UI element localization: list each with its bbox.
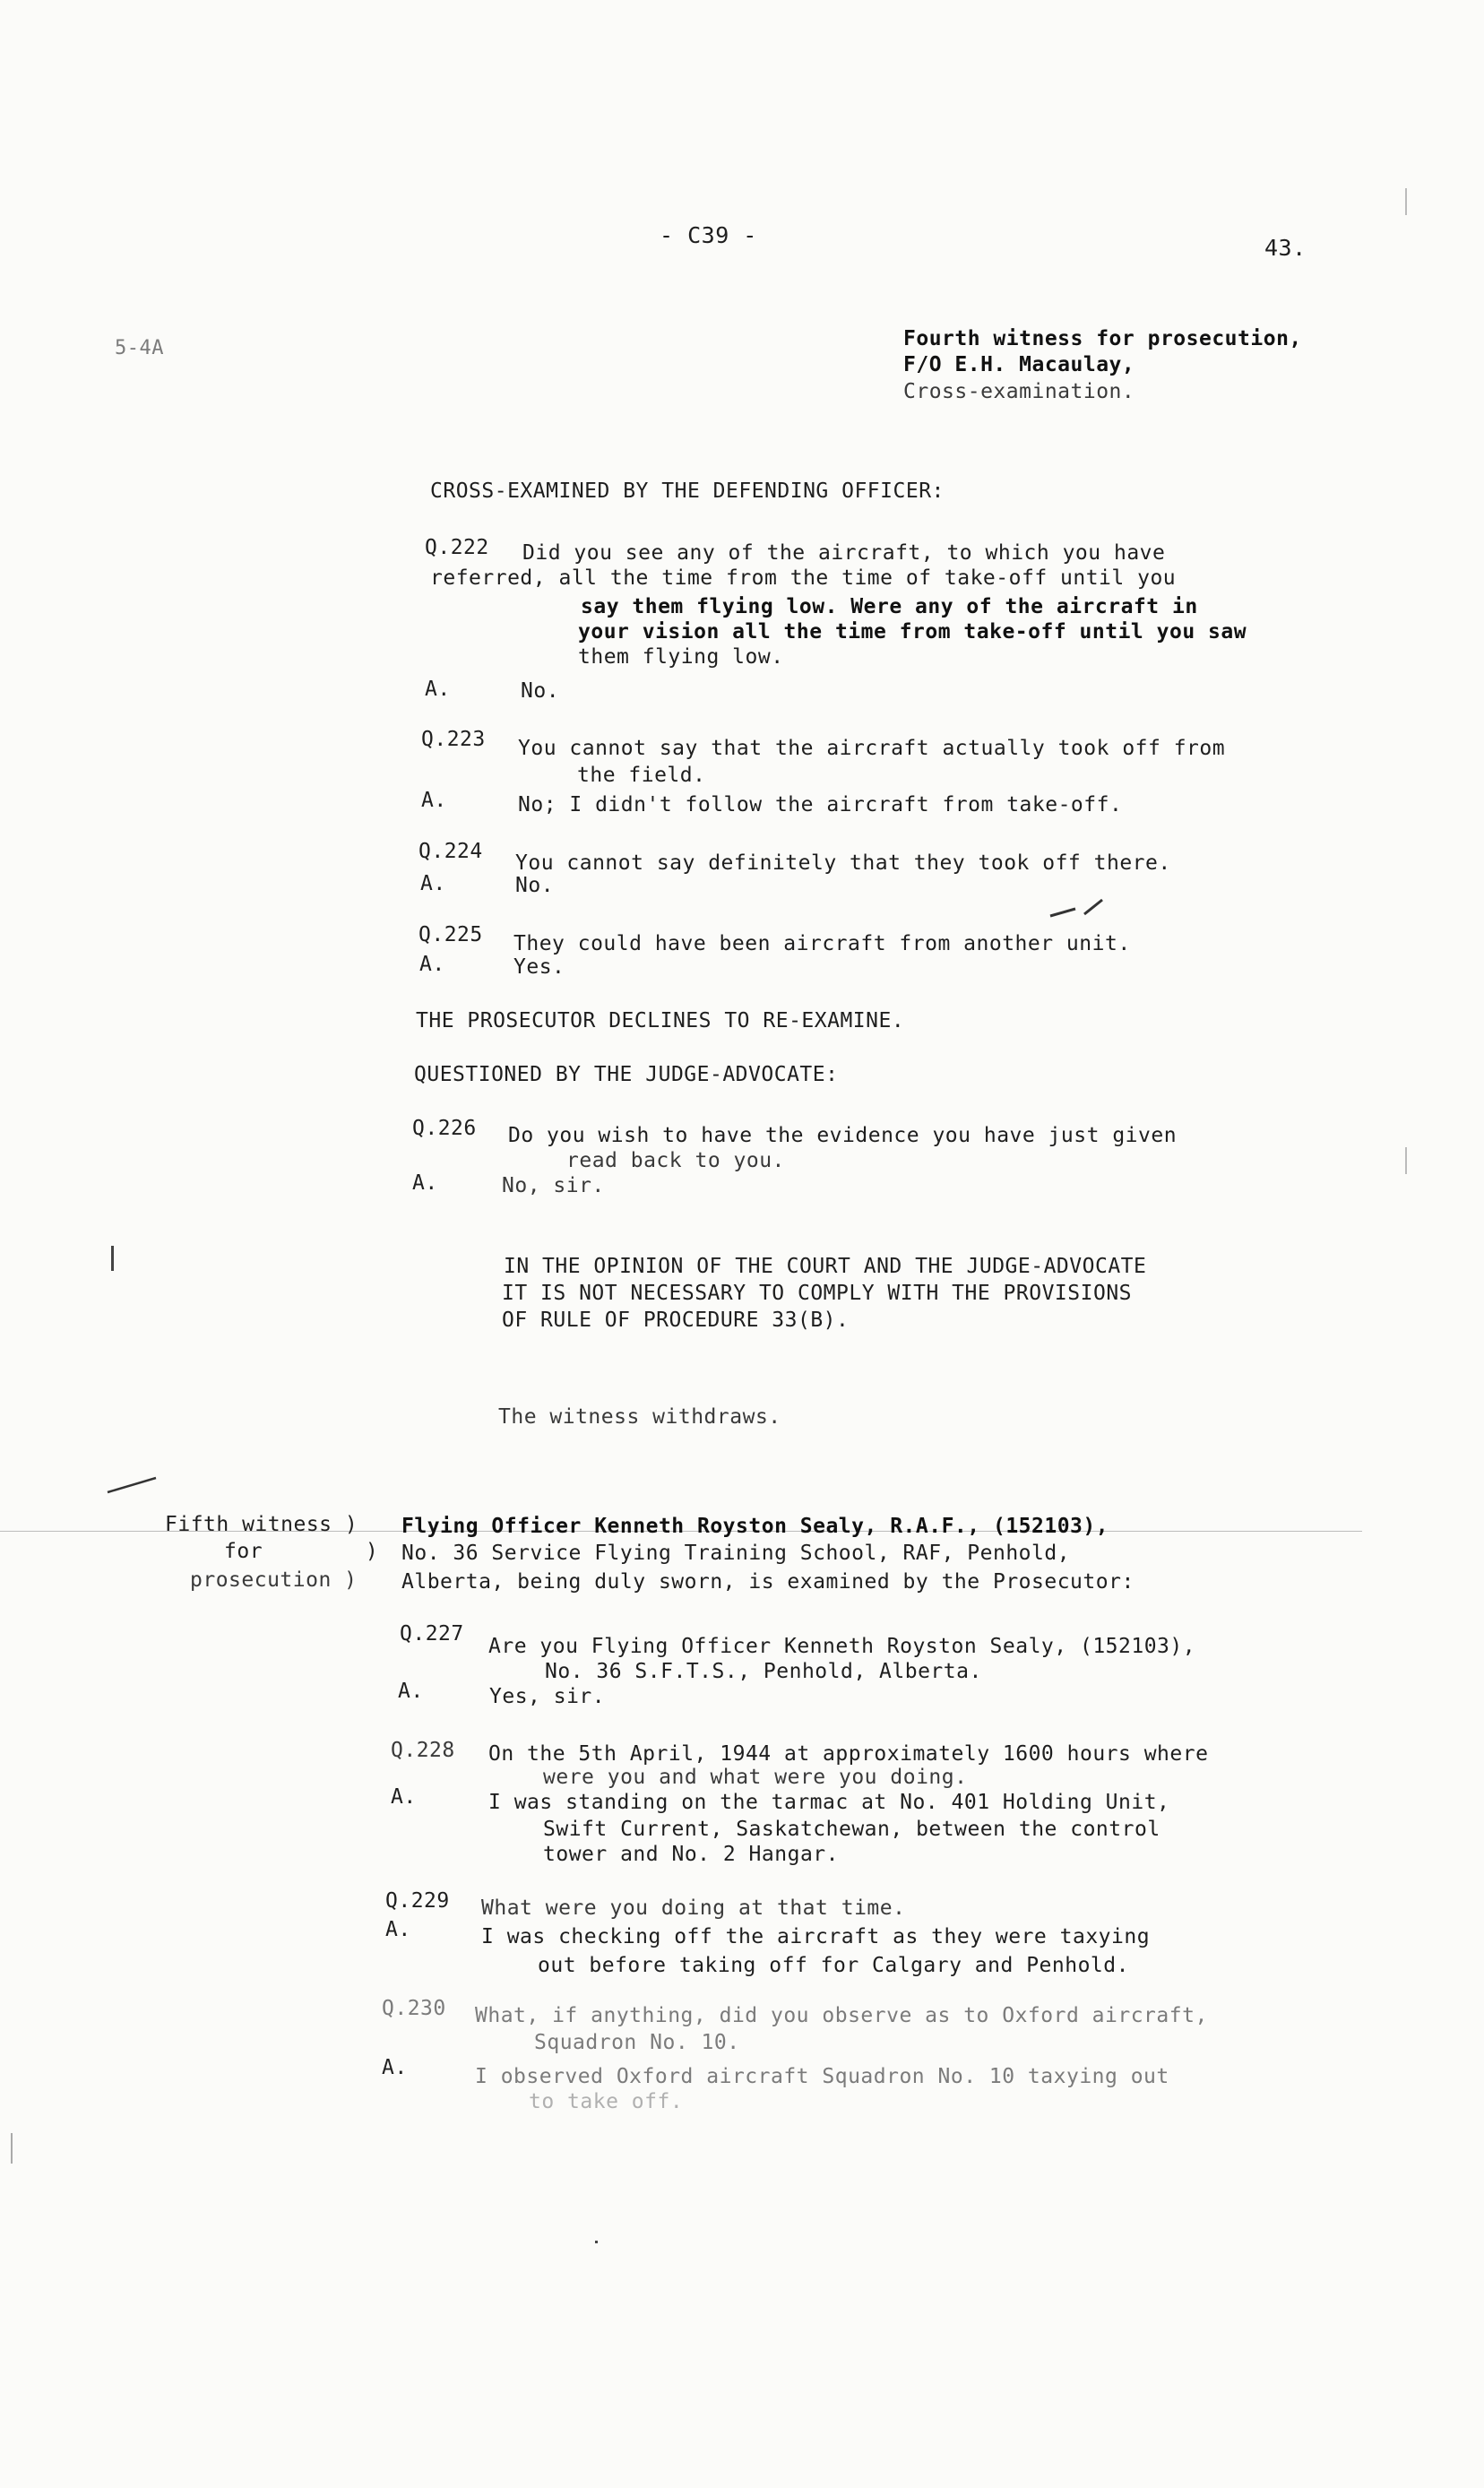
answer-label: A.	[412, 1171, 438, 1195]
fifth-label-line: prosecution )	[190, 1568, 358, 1592]
margin-mark	[11, 2133, 13, 2164]
opinion-line: IT IS NOT NECESSARY TO COMPLY WITH THE PROVISIONS	[502, 1282, 1133, 1305]
pencil-mark	[1048, 896, 1111, 923]
answer-text: I was checking off the aircraft as they were taxying	[481, 1925, 1151, 1948]
question-line: You cannot say that the aircraft actually took off from	[518, 737, 1226, 760]
prosecutor-declines: THE PROSECUTOR DECLINES TO RE-EXAMINE.	[416, 1009, 905, 1032]
margin-mark	[1405, 1147, 1407, 1174]
pencil-mark	[106, 1474, 160, 1496]
question-line: say them flying low. Were any of the aircraft in	[581, 595, 1198, 618]
question-number: Q.228	[391, 1739, 455, 1762]
answer-text: out before taking off for Calgary and Penhold.	[538, 1954, 1129, 1977]
question-line: them flying low.	[578, 645, 784, 669]
heading-cross-examined: CROSS-EXAMINED BY THE DEFENDING OFFICER:	[430, 479, 945, 503]
question-line: You cannot say definitely that they took off there.	[515, 851, 1171, 875]
page-code: - C39 -	[660, 222, 757, 248]
question-line: read back to you.	[566, 1149, 785, 1172]
answer-label: A.	[419, 953, 445, 976]
question-line: No. 36 S.F.T.S., Penhold, Alberta.	[545, 1660, 982, 1683]
intro-line: No. 36 Service Flying Training School, RAF, Penhold,	[401, 1542, 1071, 1565]
question-line: What, if anything, did you observe as to Oxford aircraft,	[475, 2004, 1208, 2027]
witness-line-3: Cross-examination.	[903, 380, 1135, 403]
question-line: Squadron No. 10.	[534, 2031, 740, 2054]
question-line: What were you doing at that time.	[481, 1896, 906, 1920]
answer-label: A.	[421, 789, 447, 812]
witness-withdraws: The witness withdraws.	[498, 1405, 781, 1429]
answer-label: A.	[398, 1680, 424, 1703]
question-number: Q.222	[425, 536, 489, 559]
answer-label: A.	[425, 678, 451, 701]
intro-line: Alberta, being duly sworn, is examined by the Prosecutor:	[401, 1570, 1135, 1594]
intro-line: Flying Officer Kenneth Royston Sealy, R.A.F., (152103),	[401, 1515, 1109, 1538]
witness-line-2: F/O E.H. Macaulay,	[903, 353, 1135, 376]
answer-text: to take off.	[529, 2090, 684, 2113]
answer-label: A.	[391, 1785, 417, 1809]
question-line: the field.	[577, 764, 706, 787]
question-line: Did you see any of the aircraft, to which you have	[522, 541, 1166, 565]
question-number: Q.227	[400, 1622, 464, 1646]
answer-text: I observed Oxford aircraft Squadron No. 10 taxying out	[475, 2065, 1169, 2088]
question-line: On the 5th April, 1944 at approximately 1600 hours where	[488, 1742, 1209, 1766]
question-line: were you and what were you doing.	[543, 1766, 968, 1789]
answer-text: No; I didn't follow the aircraft from take-off.	[518, 793, 1123, 816]
margin-reference: 5-4A	[115, 337, 164, 359]
margin-mark	[111, 1246, 114, 1271]
answer-label: A.	[385, 1918, 411, 1941]
opinion-line: IN THE OPINION OF THE COURT AND THE JUDGE-ADVOCATE	[504, 1255, 1147, 1278]
answer-text: No, sir.	[502, 1174, 605, 1197]
question-number: Q.230	[382, 1997, 446, 2020]
answer-label: A.	[420, 872, 446, 895]
question-line: your vision all the time from take-off until you saw	[578, 620, 1247, 644]
answer-label: A.	[382, 2056, 408, 2079]
question-number: Q.223	[421, 728, 486, 751]
answer-text: I was standing on the tarmac at No. 401 Holding Unit,	[488, 1791, 1170, 1814]
question-line: referred, all the time from the time of take-off until you	[430, 566, 1177, 590]
heading-questioned: QUESTIONED BY THE JUDGE-ADVOCATE:	[414, 1063, 839, 1086]
question-number: Q.226	[412, 1117, 477, 1140]
answer-text: No.	[521, 679, 560, 703]
answer-text: Yes.	[513, 955, 565, 979]
answer-text: Yes, sir.	[489, 1685, 606, 1708]
fifth-label-line: Fifth witness )	[165, 1513, 358, 1536]
answer-text: tower and No. 2 Hangar.	[543, 1843, 839, 1866]
question-number: Q.224	[418, 840, 483, 863]
question-line: Are you Flying Officer Kenneth Royston Sealy, (152103),	[488, 1635, 1196, 1658]
question-number: Q.225	[418, 923, 483, 946]
question-line: They could have been aircraft from another unit.	[513, 932, 1131, 955]
question-line: Do you wish to have the evidence you have just given	[508, 1124, 1178, 1147]
margin-mark	[1405, 188, 1407, 215]
question-number: Q.229	[385, 1889, 450, 1913]
witness-line-1: Fourth witness for prosecution,	[903, 327, 1302, 350]
answer-text: No.	[515, 874, 555, 897]
page-number: 43.	[1264, 235, 1307, 261]
opinion-line: OF RULE OF PROCEDURE 33(B).	[502, 1309, 850, 1332]
answer-text: Swift Current, Saskatchewan, between the control	[543, 1818, 1160, 1841]
margin-mark	[595, 2241, 598, 2243]
fifth-label-line: for )	[224, 1540, 379, 1563]
